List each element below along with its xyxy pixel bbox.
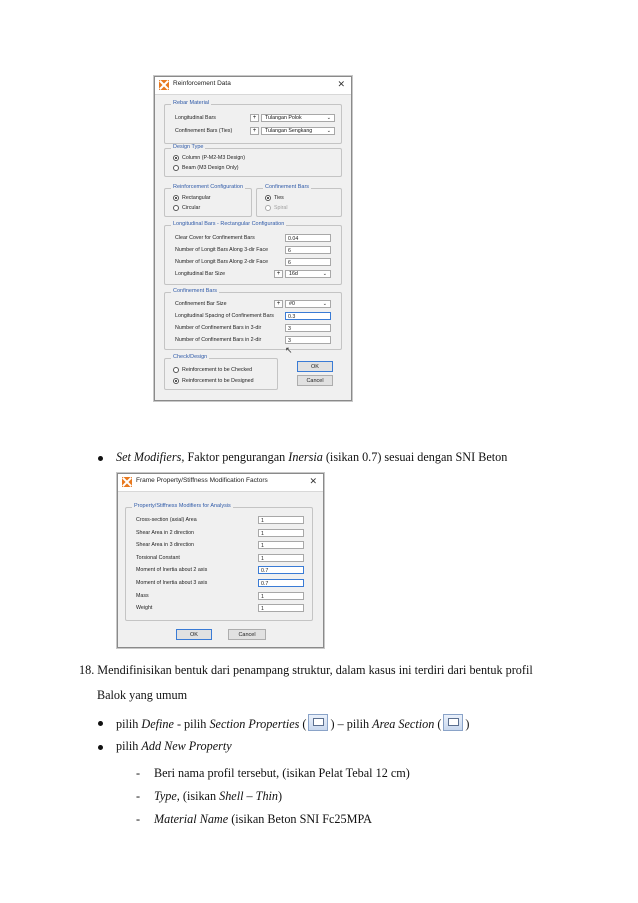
chevron-down-icon: ⌄ bbox=[326, 115, 331, 121]
bullet-dot bbox=[98, 456, 103, 461]
confinement-bar-size-label: Confinement Bar Size bbox=[175, 301, 227, 307]
modifier-input[interactable]: 1 bbox=[258, 516, 304, 524]
column-design-label: Column (P-M2-M3 Design) bbox=[182, 155, 245, 161]
modifier-label: Moment of Inertia about 2 axis bbox=[136, 567, 208, 574]
text-span: ) bbox=[278, 789, 283, 803]
type-term: Type, bbox=[154, 789, 180, 803]
titlebar bbox=[118, 474, 323, 492]
rebar-material-group bbox=[164, 100, 342, 144]
confinement-bars-group bbox=[164, 288, 342, 350]
longitudinal-rect-group bbox=[164, 221, 342, 285]
text-span: ( bbox=[299, 717, 307, 731]
close-icon[interactable]: ✕ bbox=[309, 476, 317, 486]
clear-cover-label: Clear Cover for Confinement Bars bbox=[175, 235, 255, 241]
confinement-n3-label: Number of Confinement Bars in 3-dir bbox=[175, 325, 262, 331]
group-title: Reinforcement Configuration bbox=[173, 184, 244, 190]
ok-button[interactable]: OK bbox=[176, 629, 212, 640]
text-span: Faktor pengurangan bbox=[184, 450, 289, 464]
material-name-term: Material Name bbox=[154, 812, 229, 826]
text-span: (isikan 0.7) sesuai dengan SNI Beton bbox=[322, 450, 508, 464]
cancel-button[interactable]: Cancel bbox=[228, 629, 266, 640]
section-properties-icon bbox=[308, 714, 328, 731]
define-section-line bbox=[116, 714, 469, 732]
add-new-property-line bbox=[116, 739, 232, 754]
to-be-designed-radio[interactable] bbox=[173, 378, 179, 384]
add-confinement-size-button[interactable]: + bbox=[274, 300, 283, 308]
set-modifiers-line bbox=[116, 450, 507, 465]
dash-marker: - bbox=[136, 789, 141, 803]
item-18-line2: Balok yang umum bbox=[97, 688, 188, 702]
modifier-label: Cross-section (axial) Area bbox=[136, 517, 197, 523]
beam-design-label: Beam (M3 Design Only) bbox=[182, 165, 239, 171]
add-longitudinal-material-button[interactable]: + bbox=[250, 114, 259, 122]
bars-along-3-label: Number of Longit Bars Along 3-dir Face bbox=[175, 247, 269, 253]
confinement-n3-input[interactable]: 3 bbox=[285, 324, 331, 332]
confinement-bar-size-select[interactable] bbox=[285, 300, 331, 308]
text-span: pilih bbox=[116, 717, 142, 731]
type-line bbox=[154, 789, 282, 804]
modifier-label: Weight bbox=[136, 605, 153, 612]
area-section-icon bbox=[443, 714, 463, 731]
clear-cover-input[interactable]: 0.04 bbox=[285, 234, 331, 242]
chevron-down-icon: ⌄ bbox=[322, 301, 327, 307]
app-icon bbox=[122, 477, 132, 487]
bars-along-2-input[interactable]: 6 bbox=[285, 258, 331, 266]
spiral-label: Spiral bbox=[274, 205, 288, 211]
reinforcement-config-group bbox=[164, 184, 252, 217]
beam-design-radio[interactable] bbox=[173, 165, 179, 171]
dash-marker: - bbox=[136, 812, 141, 826]
dialog-title: Reinforcement Data bbox=[173, 80, 231, 87]
confinement-size-value: #0 bbox=[289, 301, 295, 307]
group-title: Design Type bbox=[173, 144, 204, 150]
bars-along-3-input[interactable]: 6 bbox=[285, 246, 331, 254]
area-section-term: Area Section bbox=[372, 717, 435, 731]
confinement-n2-input[interactable]: 3 bbox=[285, 336, 331, 344]
to-be-checked-label: Reinforcement to be Checked bbox=[182, 367, 253, 373]
text-span: - pilih bbox=[173, 717, 210, 731]
modifier-label: Moment of Inertia about 3 axis bbox=[136, 580, 208, 586]
design-type-group bbox=[164, 144, 342, 177]
longitudinal-bar-size-label: Longitudinal Bar Size bbox=[175, 271, 226, 277]
modifier-input[interactable]: 1 bbox=[258, 592, 304, 600]
section-properties-term: Section Properties bbox=[209, 717, 300, 731]
dialog-title: Frame Property/Stiffness Modification Factors bbox=[136, 477, 268, 484]
confinement-bars-label: Confinement Bars (Ties) bbox=[175, 128, 233, 134]
modifier-label: Mass bbox=[136, 592, 149, 599]
confinement-material-value: Tulangan Sengkang bbox=[265, 128, 313, 134]
close-icon[interactable]: ✕ bbox=[337, 79, 345, 89]
inersia-term: Inersia bbox=[288, 450, 323, 464]
modifier-label: Shear Area in 3 direction bbox=[136, 542, 195, 549]
longitudinal-material-value: Tulangan Polok bbox=[265, 115, 302, 121]
column-design-radio[interactable] bbox=[173, 155, 179, 161]
titlebar bbox=[155, 77, 351, 95]
item-18-line1: 18. Mendifinisikan bentuk dari penampang struktur, dalam kasus ini terdiri dari bentuk profil bbox=[79, 663, 533, 677]
rectangular-label: Rectangular bbox=[182, 195, 211, 201]
to-be-designed-label: Reinforcement to be Designed bbox=[182, 378, 254, 384]
longitudinal-bar-size-select[interactable] bbox=[285, 270, 331, 278]
modifier-input[interactable]: 1 bbox=[258, 554, 304, 562]
shell-thin-term: Shell – Thin bbox=[219, 789, 279, 803]
spiral-radio[interactable] bbox=[265, 205, 271, 211]
add-bar-size-button[interactable]: + bbox=[274, 270, 283, 278]
ties-radio[interactable] bbox=[265, 195, 271, 201]
bullet-dot bbox=[98, 721, 103, 726]
longitudinal-bars-label: Longitudinal Bars bbox=[175, 115, 216, 121]
ties-label: Ties bbox=[274, 195, 284, 201]
frame-modifiers-dialog bbox=[117, 473, 324, 648]
group-title: Rebar Material bbox=[173, 100, 210, 106]
chevron-down-icon: ⌄ bbox=[326, 128, 331, 134]
group-title: Confinement Bars bbox=[173, 288, 218, 294]
ok-button[interactable]: OK bbox=[297, 361, 333, 372]
app-icon bbox=[159, 80, 169, 90]
circular-label: Circular bbox=[182, 205, 201, 211]
bars-along-2-label: Number of Longit Bars Along 2-dir Face bbox=[175, 259, 269, 265]
modifier-input[interactable]: 1 bbox=[258, 604, 304, 612]
material-name-line bbox=[154, 812, 372, 827]
confinement-material-select[interactable] bbox=[261, 127, 335, 135]
confinement-spacing-input[interactable]: 0.3 bbox=[285, 312, 331, 320]
modifier-input[interactable]: 0.7 bbox=[258, 566, 304, 574]
add-new-property-term: Add New Property bbox=[141, 739, 232, 753]
check-design-group bbox=[164, 354, 278, 390]
set-modifiers-term: Set Modifiers, bbox=[116, 450, 185, 464]
mouse-cursor-icon: ↖ bbox=[285, 345, 293, 355]
confinement-type-group bbox=[256, 184, 342, 217]
define-term: Define bbox=[141, 717, 174, 731]
profile-name-line bbox=[154, 766, 410, 781]
group-title: Property/Stiffness Modifiers for Analysis bbox=[134, 503, 231, 509]
add-confinement-material-button[interactable]: + bbox=[250, 127, 259, 135]
chevron-down-icon: ⌄ bbox=[322, 271, 327, 277]
rectangular-radio[interactable] bbox=[173, 195, 179, 201]
confinement-spacing-label: Longitudinal Spacing of Confinement Bars bbox=[175, 313, 274, 319]
group-title: Confinement Bars bbox=[265, 184, 310, 190]
confinement-n2-label: Number of Confinement Bars in 2-dir bbox=[175, 337, 262, 343]
text-span: (isikan bbox=[179, 789, 220, 803]
modifiers-group bbox=[125, 503, 313, 621]
to-be-checked-radio[interactable] bbox=[173, 367, 179, 373]
text-span: ) bbox=[465, 717, 470, 731]
modifier-label: Torsional Constant bbox=[136, 554, 180, 561]
text-span: Beri nama profil tersebut, (isikan Pelat Tebal 12 cm) bbox=[154, 766, 410, 780]
dash-marker: - bbox=[136, 766, 141, 780]
bar-size-value: 16d bbox=[289, 271, 298, 277]
longitudinal-material-select[interactable] bbox=[261, 114, 335, 122]
bullet-dot bbox=[98, 745, 103, 750]
text-span: pilih bbox=[116, 739, 142, 753]
cancel-button[interactable]: Cancel bbox=[297, 375, 333, 386]
group-title: Longitudinal Bars - Rectangular Configuration bbox=[173, 221, 285, 227]
text-span: ( bbox=[434, 717, 442, 731]
group-title: Check/Design bbox=[173, 354, 208, 360]
reinforcement-dialog bbox=[154, 76, 352, 401]
modifier-label: Shear Area in 2 direction bbox=[136, 529, 195, 536]
circular-radio[interactable] bbox=[173, 205, 179, 211]
modifier-input[interactable]: 0.7 bbox=[258, 579, 304, 587]
text-span: ) – pilih bbox=[330, 717, 373, 731]
text-span: (isikan Beton SNI Fc25MPA bbox=[228, 812, 372, 826]
modifier-input[interactable]: 1 bbox=[258, 529, 304, 537]
modifier-input[interactable]: 1 bbox=[258, 541, 304, 549]
